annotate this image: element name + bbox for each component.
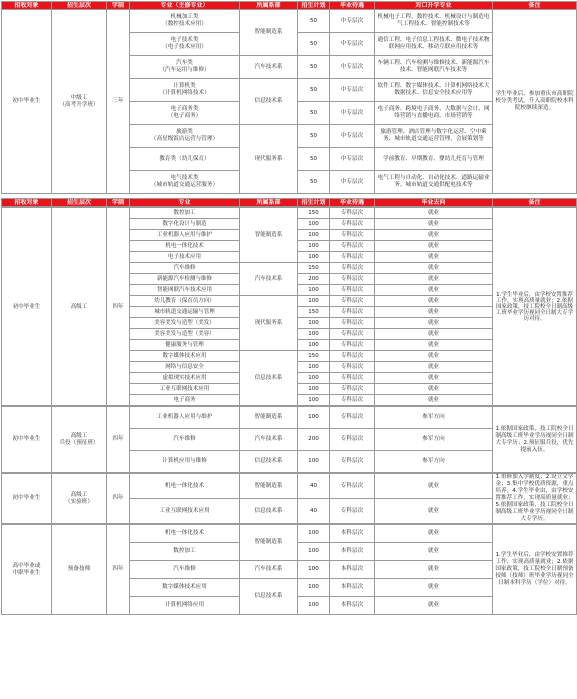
destination-cell: 就业 (375, 219, 493, 230)
plan-cell: 100 (298, 219, 330, 230)
destination-cell: 就业 (375, 241, 493, 252)
plan-cell: 50 (298, 125, 330, 148)
treatment-cell: 专科层次 (330, 252, 375, 263)
header-cell: 备注 (493, 199, 577, 207)
plan-cell: 100 (298, 451, 330, 473)
plan-cell: 100 (298, 561, 330, 579)
major-cell: 电子技术类 （电子技术应用） (130, 33, 240, 56)
plan-cell: 150 (298, 208, 330, 219)
destination-cell: 参军方向 (375, 407, 493, 429)
enrollment-plan-document (1, 1, 576, 697)
destination-cell: 就业 (375, 597, 493, 615)
years-cell: 四年 (107, 407, 130, 473)
destination-cell: 就业 (375, 362, 493, 373)
table-header (2, 199, 577, 207)
treatment-cell: 专科层次 (330, 329, 375, 340)
destination-cell: 就业 (375, 373, 493, 384)
plan-cell: 100 (298, 543, 330, 561)
major-cell: 智能网联汽车技术应用 (130, 285, 240, 296)
major-cell: 电子商务类 （电子商务） (130, 102, 240, 125)
dept-cell: 现代服务系 (240, 125, 298, 194)
treatment-cell: 本科层次 (330, 525, 375, 543)
major-cell: 电子技术应用 (130, 252, 240, 263)
destination-cell: 就业 (375, 263, 493, 274)
plan-cell: 100 (298, 241, 330, 252)
treatment-cell: 中专层次 (330, 125, 375, 148)
destination-cell: 就业 (375, 340, 493, 351)
table-row (2, 525, 577, 543)
table-row (2, 407, 577, 429)
treatment-cell: 专科层次 (330, 407, 375, 429)
pathway-cell: 通信工程、电子信息工程技术、微电子技术物联网应用技术、移动互联应用技术等 (375, 33, 493, 56)
note-cell: 学生毕业后，参加重庆市高职院校分类考试，升入高职院校本科院校继续深造。 (493, 10, 577, 194)
years-cell: 四年 (107, 474, 130, 524)
major-cell: 虚拟现实技术应用 (130, 373, 240, 384)
major-cell: 新能源汽车检测与维修 (130, 274, 240, 285)
treatment-cell: 中专层次 (330, 10, 375, 33)
major-cell: 计算机应用与维修 (130, 451, 240, 473)
destination-cell: 就业 (375, 252, 493, 263)
header-cell: 毕业待遇 (330, 199, 375, 207)
destination-cell: 就业 (375, 329, 493, 340)
plan-cell: 100 (298, 579, 330, 597)
major-cell: 旅游类 （高星级饭店运营与管理） (130, 125, 240, 148)
level-cell: 中级工 （高考升学班） (52, 10, 107, 194)
table-section-conscription (1, 406, 577, 473)
major-cell: 机电一体化技术 (130, 241, 240, 252)
destination-cell: 就业 (375, 579, 493, 597)
plan-cell: 50 (298, 56, 330, 79)
table-row (2, 208, 577, 219)
dept-cell: 智能制造系 (240, 474, 298, 499)
major-cell: 汽车维修 (130, 429, 240, 451)
plan-cell: 100 (298, 296, 330, 307)
pathway-cell: 车辆工程、汽车检测与维修技术、新能源汽车技术、智能网联汽车技术等 (375, 56, 493, 79)
pathway-cell: 学前教育、早期教育、婴幼儿托育与管理 (375, 148, 493, 171)
destination-cell: 就业 (375, 307, 493, 318)
table-row (2, 10, 577, 33)
major-cell: 电子商务 (130, 395, 240, 406)
major-cell: 教育类（幼儿保育） (130, 148, 240, 171)
treatment-cell: 中专层次 (330, 79, 375, 102)
dept-cell: 智能制造系 (240, 208, 298, 263)
header-cell: 所属系部 (240, 199, 298, 207)
header-cell: 专业 (130, 199, 240, 207)
header-cell: 招生层次 (52, 199, 107, 207)
destination-cell: 就业 (375, 296, 493, 307)
pathway-cell: 旅游管理、酒店管理与数字化运营、空中乘务、城市轨道交通运营管理、会展策划等 (375, 125, 493, 148)
treatment-cell: 专科层次 (330, 318, 375, 329)
years-cell: 三年 (107, 10, 130, 194)
major-cell: 美容美发与造型（美容） (130, 329, 240, 340)
pathway-cell: 电气工程与自动化、自动化技术、道路运输业务、城市轨道交通供配电技术等 (375, 171, 493, 194)
level-cell: 高级工 (52, 208, 107, 406)
plan-cell: 100 (298, 407, 330, 429)
table-section-senior (1, 207, 577, 406)
plan-cell: 100 (298, 362, 330, 373)
treatment-cell: 专科层次 (330, 362, 375, 373)
destination-cell: 就业 (375, 230, 493, 241)
level-cell: 高级工 兵役（预征班） (52, 407, 107, 473)
destination-cell: 就业 (375, 208, 493, 219)
destination-cell: 就业 (375, 499, 493, 524)
dept-cell: 汽车技术系 (240, 56, 298, 79)
dept-cell: 信息技术系 (240, 499, 298, 524)
major-cell: 数控加工 (130, 208, 240, 219)
treatment-cell: 中专层次 (330, 56, 375, 79)
destination-cell: 就业 (375, 561, 493, 579)
treatment-cell: 专科层次 (330, 307, 375, 318)
table-section-technician (1, 524, 577, 615)
major-cell: 机电一体化技术 (130, 525, 240, 543)
dept-cell: 智能制造系 (240, 10, 298, 56)
target-cell: 初中毕业生 (2, 10, 52, 194)
treatment-cell: 中专层次 (330, 33, 375, 56)
header-cell: 招收对象 (2, 199, 52, 207)
header-cell: 毕业去向 (375, 199, 493, 207)
treatment-cell: 专科层次 (330, 351, 375, 362)
plan-cell: 100 (298, 384, 330, 395)
destination-cell: 就业 (375, 474, 493, 499)
treatment-cell: 本科层次 (330, 543, 375, 561)
table-section-experimental (1, 473, 577, 524)
treatment-cell: 专科层次 (330, 296, 375, 307)
plan-cell: 100 (298, 329, 330, 340)
treatment-cell: 专科层次 (330, 285, 375, 296)
major-cell: 机电一体化技术 (130, 474, 240, 499)
major-cell: 汽车维修 (130, 561, 240, 579)
major-cell: 数控加工 (130, 543, 240, 561)
plan-cell: 150 (298, 263, 330, 274)
destination-cell: 就业 (375, 351, 493, 362)
treatment-cell: 专科层次 (330, 219, 375, 230)
plan-cell: 200 (298, 429, 330, 451)
treatment-cell: 专科层次 (330, 230, 375, 241)
note-cell: 1.学生毕业后，由学校安置推荐工作，实现高质量就业；2.依据国家政策，技工院校全日制预备技师（技师）班毕业学历视同全日制本科学历（学位）对待。 (493, 525, 577, 615)
plan-cell: 50 (298, 10, 330, 33)
dept-cell: 汽车技术系 (240, 561, 298, 579)
pathway-cell: 电子商务、跨境电子商务、大数据与会计、网络营销与直播电商、市场营销等 (375, 102, 493, 125)
treatment-cell: 专科层次 (330, 451, 375, 473)
plan-cell: 50 (298, 79, 330, 102)
dept-cell: 汽车技术系 (240, 263, 298, 296)
plan-cell: 100 (298, 395, 330, 406)
pathway-cell: 软件工程、数字媒体技术、计算机网络技术大数据技术、信息安全技术应用等 (375, 79, 493, 102)
plan-cell: 50 (298, 171, 330, 194)
plan-cell: 100 (298, 230, 330, 241)
table-high-exam-class (1, 1, 577, 194)
treatment-cell: 专科层次 (330, 241, 375, 252)
plan-cell: 100 (298, 285, 330, 296)
header-cell: 学制 (107, 2, 130, 10)
dept-cell: 现代服务系 (240, 296, 298, 351)
treatment-cell: 中专层次 (330, 148, 375, 171)
header-cell: 招收对象 (2, 2, 52, 10)
header-cell: 招生计划 (298, 2, 330, 10)
dept-cell: 智能制造系 (240, 407, 298, 429)
destination-cell: 就业 (375, 274, 493, 285)
major-cell: 美容美发与造型（美发） (130, 318, 240, 329)
target-cell: 初中毕业生 (2, 208, 52, 406)
plan-cell: 200 (298, 274, 330, 285)
header-cell: 专业（主修专业） (130, 2, 240, 10)
destination-cell: 就业 (375, 384, 493, 395)
major-cell: 工业互联网技术应用 (130, 384, 240, 395)
dept-cell: 信息技术系 (240, 579, 298, 615)
major-cell: 幼儿教育（保育员方向） (130, 296, 240, 307)
header-cell: 对口升学专业 (375, 2, 493, 10)
treatment-cell: 中专层次 (330, 102, 375, 125)
years-cell: 四年 (107, 525, 130, 615)
destination-cell: 就业 (375, 543, 493, 561)
treatment-cell: 专科层次 (330, 208, 375, 219)
note-cell: 1.依据国家政策，技工院校全日制高级工班毕业学历视同全日制大专学历；2.预征服兵役，优先提前入伍。 (493, 407, 577, 473)
destination-cell: 参军方向 (375, 429, 493, 451)
destination-cell: 就业 (375, 285, 493, 296)
plan-cell: 100 (298, 525, 330, 543)
treatment-cell: 专科层次 (330, 263, 375, 274)
major-cell: 汽车维修 (130, 263, 240, 274)
plan-cell: 50 (298, 33, 330, 56)
target-cell: 初中毕业生 (2, 474, 52, 524)
major-cell: 数字媒体技术应用 (130, 351, 240, 362)
plan-cell: 100 (298, 340, 330, 351)
treatment-cell: 专科层次 (330, 340, 375, 351)
pathway-cell: 机械电子工程、数控技术、机械设计与制造电气工程技术、智能控制技术等 (375, 10, 493, 33)
major-cell: 数字化设计与制造 (130, 219, 240, 230)
note-cell: 1.学生毕业后，由学校安置推荐工作，实现高质量就业；2.依据国家政策，技工院校全日制高级工班毕业学历视同全日制大专学历对待。 (493, 208, 577, 406)
years-cell: 四年 (107, 208, 130, 406)
target-cell: 高中毕业或 中职毕业生 (2, 525, 52, 615)
table-header (2, 2, 577, 10)
note-cell: 1.重修加入学制度；2.设立文学金；3.集中学校优质资源，重点培养；4.学生毕业由，由学校安置推荐工作，实现高质量就业；5.依据国家政策，技工院校全日制高级工班毕业学历视同全日制大专学历。 (493, 474, 577, 524)
header-cell: 毕业待遇 (330, 2, 375, 10)
header-cell: 所属系部 (240, 2, 298, 10)
plan-cell: 100 (298, 373, 330, 384)
plan-cell: 50 (298, 102, 330, 125)
treatment-cell: 本科层次 (330, 597, 375, 615)
treatment-cell: 本科层次 (330, 579, 375, 597)
treatment-cell: 中专层次 (330, 171, 375, 194)
header-cell: 备注 (493, 2, 577, 10)
treatment-cell: 本科层次 (330, 561, 375, 579)
target-cell: 初中毕业生 (2, 407, 52, 473)
treatment-cell: 专科层次 (330, 499, 375, 524)
plan-cell: 40 (298, 474, 330, 499)
major-cell: 网络与信息安全 (130, 362, 240, 373)
major-cell: 工业机器人应用与维护 (130, 230, 240, 241)
dept-cell: 智能制造系 (240, 525, 298, 561)
major-cell: 健康服务与管理 (130, 340, 240, 351)
treatment-cell: 专科层次 (330, 429, 375, 451)
plan-cell: 40 (298, 499, 330, 524)
major-cell: 计算机网络应用 (130, 597, 240, 615)
dept-cell: 信息技术系 (240, 451, 298, 473)
major-cell: 工业互联网技术应用 (130, 499, 240, 524)
dept-cell: 信息技术系 (240, 79, 298, 125)
header-cell: 招生层次 (52, 2, 107, 10)
major-cell: 数字媒体技术应用 (130, 579, 240, 597)
table-row (2, 474, 577, 499)
treatment-cell: 专科层次 (330, 373, 375, 384)
major-cell: 机械加工类 （数控技术应用） (130, 10, 240, 33)
destination-cell: 就业 (375, 525, 493, 543)
major-cell: 电气技术类 （城市轨道交通运营服务） (130, 171, 240, 194)
destination-cell: 参军方向 (375, 451, 493, 473)
treatment-cell: 专科层次 (330, 395, 375, 406)
header-cell: 学制 (107, 199, 130, 207)
level-cell: 预备技师 (52, 525, 107, 615)
major-cell: 计算机类 （计算机网络技术） (130, 79, 240, 102)
plan-cell: 100 (298, 252, 330, 263)
level-cell: 高级工 （实验班） (52, 474, 107, 524)
major-cell: 工业机器人应用与维护 (130, 407, 240, 429)
treatment-cell: 专科层次 (330, 384, 375, 395)
destination-cell: 就业 (375, 395, 493, 406)
plan-cell: 150 (298, 307, 330, 318)
plan-cell: 50 (298, 148, 330, 171)
dept-cell: 信息技术系 (240, 351, 298, 406)
plan-cell: 150 (298, 351, 330, 362)
plan-cell: 100 (298, 597, 330, 615)
table-senior-worker (1, 198, 577, 207)
major-cell: 城市轨道交通运输与管理 (130, 307, 240, 318)
treatment-cell: 专科层次 (330, 274, 375, 285)
major-cell: 汽车类 （汽车运用与维修） (130, 56, 240, 79)
destination-cell: 就业 (375, 318, 493, 329)
header-cell: 招生计划 (298, 199, 330, 207)
plan-cell: 100 (298, 318, 330, 329)
dept-cell: 汽车技术系 (240, 429, 298, 451)
treatment-cell: 专科层次 (330, 474, 375, 499)
